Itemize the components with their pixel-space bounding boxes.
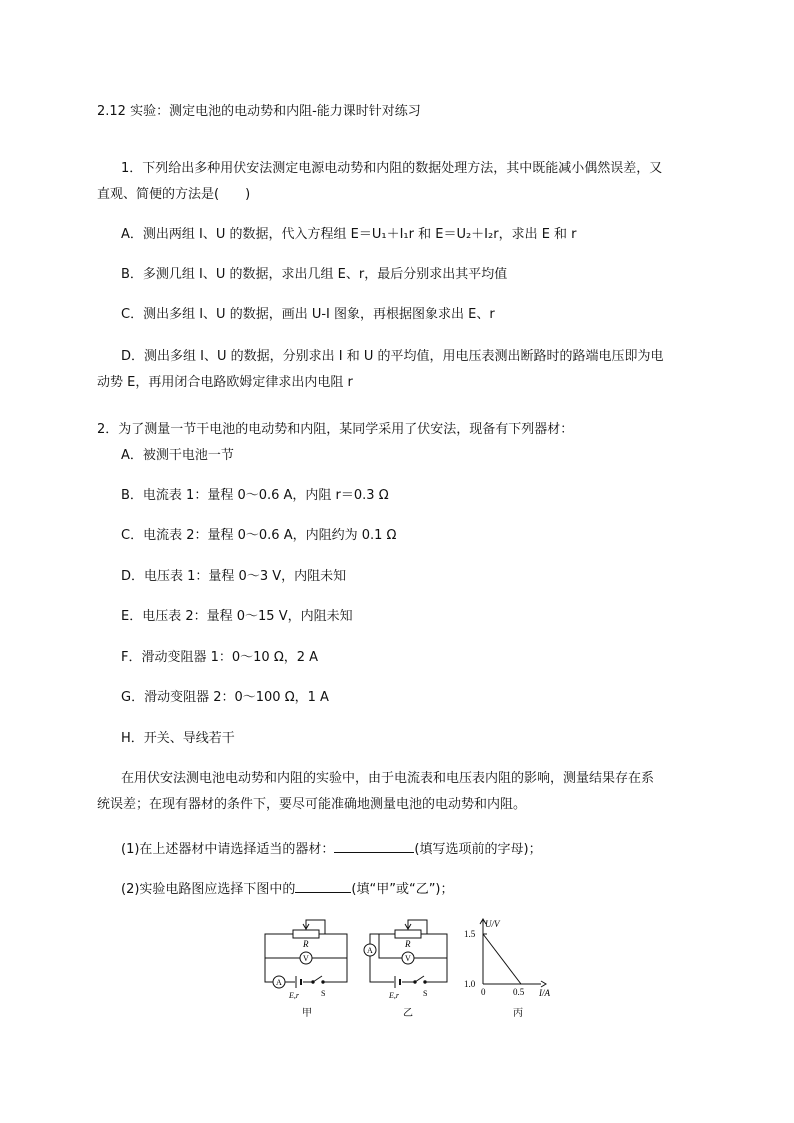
circuit-jia-s-label: S	[321, 989, 326, 998]
circuit-jia-e-label: E,r	[289, 991, 300, 1000]
q2-paragraph-line1: 在用伏安法测电池电动势和内阻的实验中，由于电流表和电压表内阻的影响，测量结果存在系	[121, 771, 655, 786]
answer-blank-2[interactable]	[295, 878, 351, 893]
q2-item-h: H．开关、导线若干	[121, 731, 235, 746]
y-axis-label: U/V	[485, 919, 500, 929]
q1-stem-line2: 直观、简便的方法是( )	[97, 187, 251, 202]
q1-option-a: A．测出两组 I、U 的数据，代入方程组 E＝U₁＋I₁r 和 E＝U₂＋I₂r，求出 E 和 r	[121, 227, 577, 242]
q2-sub2-prompt: (2)实验电路图应选择下图中的	[121, 882, 296, 897]
q2-item-b: B．电流表 1：量程 0～0.6 A，内阻 r＝0.3 Ω	[121, 488, 389, 503]
q2-item-f: F．滑动变阻器 1：0～10 Ω，2 A	[121, 650, 319, 665]
q2-item-g: G．滑动变阻器 2：0～100 Ω，1 A	[121, 690, 329, 705]
x-axis-arrow	[541, 981, 546, 987]
q2-sub2	[121, 878, 454, 899]
q2-item-a: A．被测干电池一节	[121, 448, 234, 463]
circuit-figure	[255, 912, 575, 1022]
circuit-jia-a-label: A	[276, 978, 282, 987]
series-line	[483, 934, 521, 984]
q1-stem-line1: 1．下列给出多种用伏安法测定电源电动势和内阻的数据处理方法，其中既能减小偶然误差，又	[121, 161, 663, 176]
x-axis-label: I/A	[539, 988, 550, 998]
y-tick-label-top: 1.5	[464, 929, 476, 939]
q2-stem: 2．为了测量一节干电池的电动势和内阻，某同学采用了伏安法，现备有下列器材：	[97, 422, 574, 437]
circuit-yi-s-label: S	[423, 989, 428, 998]
circuit-yi-e-label: E,r	[389, 991, 400, 1000]
q2-paragraph-line2: 统误差；在现有器材的条件下，要尽可能准确地测量电池的电动势和内阻。	[97, 797, 527, 812]
circuit-yi-v-label: V	[405, 954, 411, 963]
circuit-jia-caption: 甲	[302, 1008, 312, 1019]
circuit-yi-caption: 乙	[403, 1008, 413, 1019]
page-title: 2.12 实验：测定电池的电动势和内阻-能力课时针对练习	[97, 104, 421, 119]
x-tick-label-zero: 0	[481, 987, 486, 997]
y-tick-label-bottom: 1.0	[464, 979, 476, 989]
x-tick-label-end: 0.5	[513, 987, 525, 997]
q2-item-e: E．电压表 2：量程 0～15 V，内阻未知	[121, 609, 353, 624]
circuit-jia-r-label: R	[303, 939, 309, 949]
q2-item-c: C．电流表 2：量程 0～0.6 A，内阻约为 0.1 Ω	[121, 528, 397, 543]
circuit-yi-a-label: A	[367, 946, 373, 955]
q2-item-d: D．电压表 1：量程 0～3 V，内阻未知	[121, 569, 347, 584]
graph-caption: 丙	[513, 1008, 523, 1019]
q1-option-d-line1: D．测出多组 I、U 的数据，分别求出 I 和 U 的平均值，用电压表测出断路时的路端电压即为电	[121, 349, 664, 364]
answer-blank-1[interactable]	[334, 838, 414, 853]
circuit-yi-r-label: R	[405, 939, 411, 949]
q2-sub1-prompt: (1)在上述器材中请选择适当的器材：	[121, 842, 335, 857]
q2-sub1-hint: (填写选项前的字母)；	[414, 842, 542, 857]
q1-option-c: C．测出多组 I、U 的数据，画出 U-I 图象，再根据图象求出 E、r	[121, 307, 495, 322]
q1-option-b: B．多测几组 I、U 的数据，求出几组 E、r，最后分别求出其平均值	[121, 267, 508, 282]
graph-bing	[464, 919, 550, 1019]
q2-sub1	[121, 838, 542, 859]
q2-sub2-hint: (填“甲”或“乙”)；	[351, 882, 454, 897]
q1-option-d-line2: 动势 E，再用闭合电路欧姆定律求出内电阻 r	[97, 375, 353, 390]
circuit-jia-v-label: V	[303, 954, 309, 963]
